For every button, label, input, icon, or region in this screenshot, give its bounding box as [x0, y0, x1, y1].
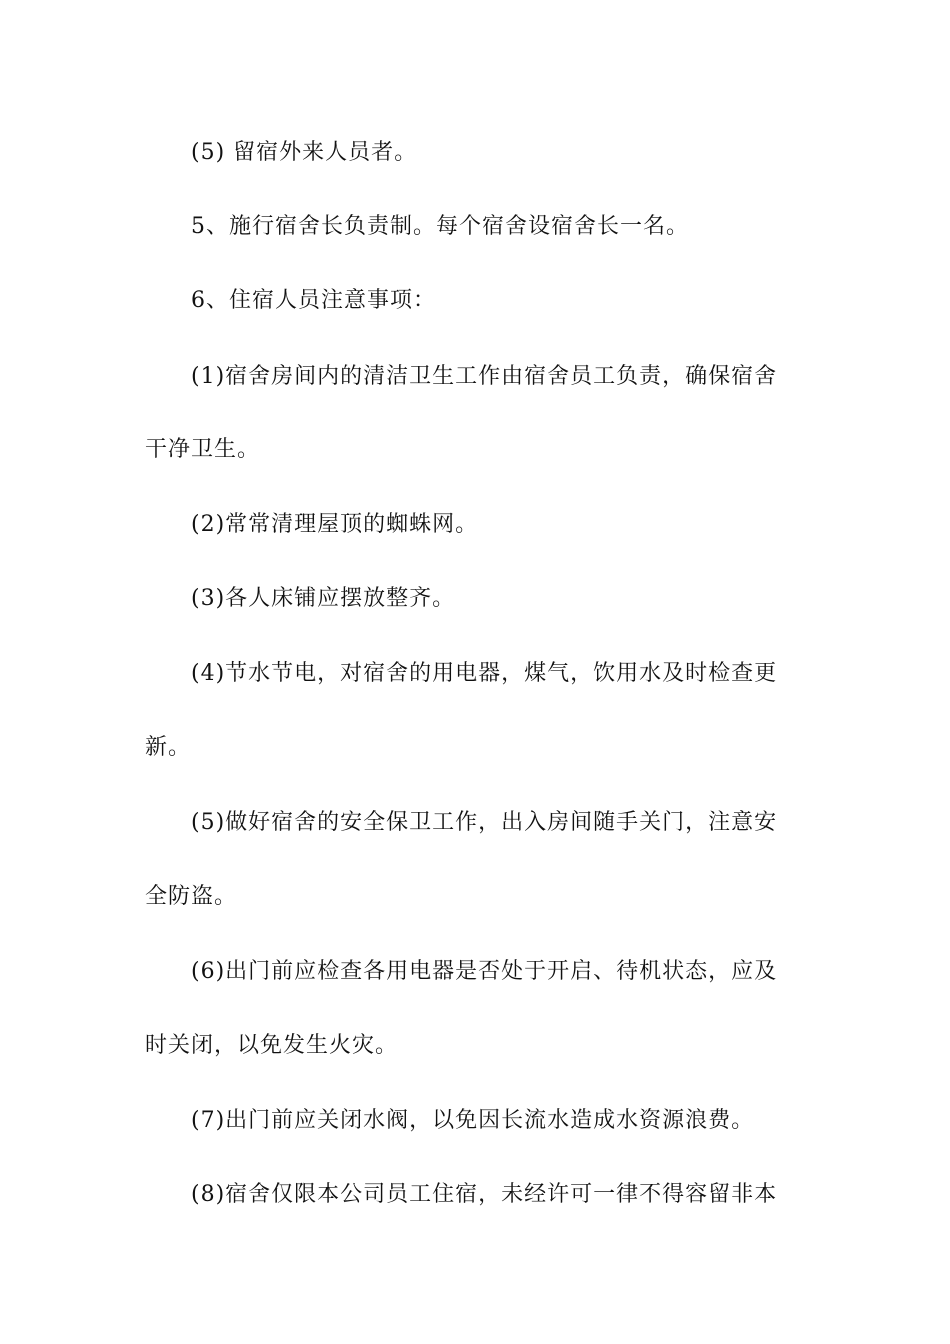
text-line: 时关闭，以免发生火灾。 [145, 1033, 399, 1058]
text-line: 5、施行宿舍长负责制。每个宿舍设宿舍长一名。 [191, 214, 689, 239]
text-line: (3)各人床铺应摆放整齐。 [191, 586, 456, 611]
text-line: (5) 留宿外来人员者。 [191, 140, 418, 165]
text-line: 6、住宿人员注意事项： [191, 288, 436, 313]
text-line: 全防盗。 [145, 884, 238, 909]
text-line: (2)常常清理屋顶的蜘蛛网。 [191, 512, 479, 537]
text-line: (5)做好宿舍的安全保卫工作，出入房间随手关门，注意安 [191, 810, 778, 835]
text-line: (8)宿舍仅限本公司员工住宿，未经许可一律不得容留非本 [191, 1182, 778, 1207]
text-line: 新。 [145, 735, 192, 760]
text-line: (4)节水节电，对宿舍的用电器，煤气，饮用水及时检查更 [191, 661, 778, 686]
text-line: (6)出门前应检查各用电器是否处于开启、待机状态，应及 [191, 959, 778, 984]
text-line: (1)宿舍房间内的清洁卫生工作由宿舍员工负责，确保宿舍 [191, 364, 778, 389]
text-line: 干净卫生。 [145, 437, 261, 462]
text-line: (7)出门前应关闭水阀，以免因长流水造成水资源浪费。 [191, 1108, 755, 1133]
